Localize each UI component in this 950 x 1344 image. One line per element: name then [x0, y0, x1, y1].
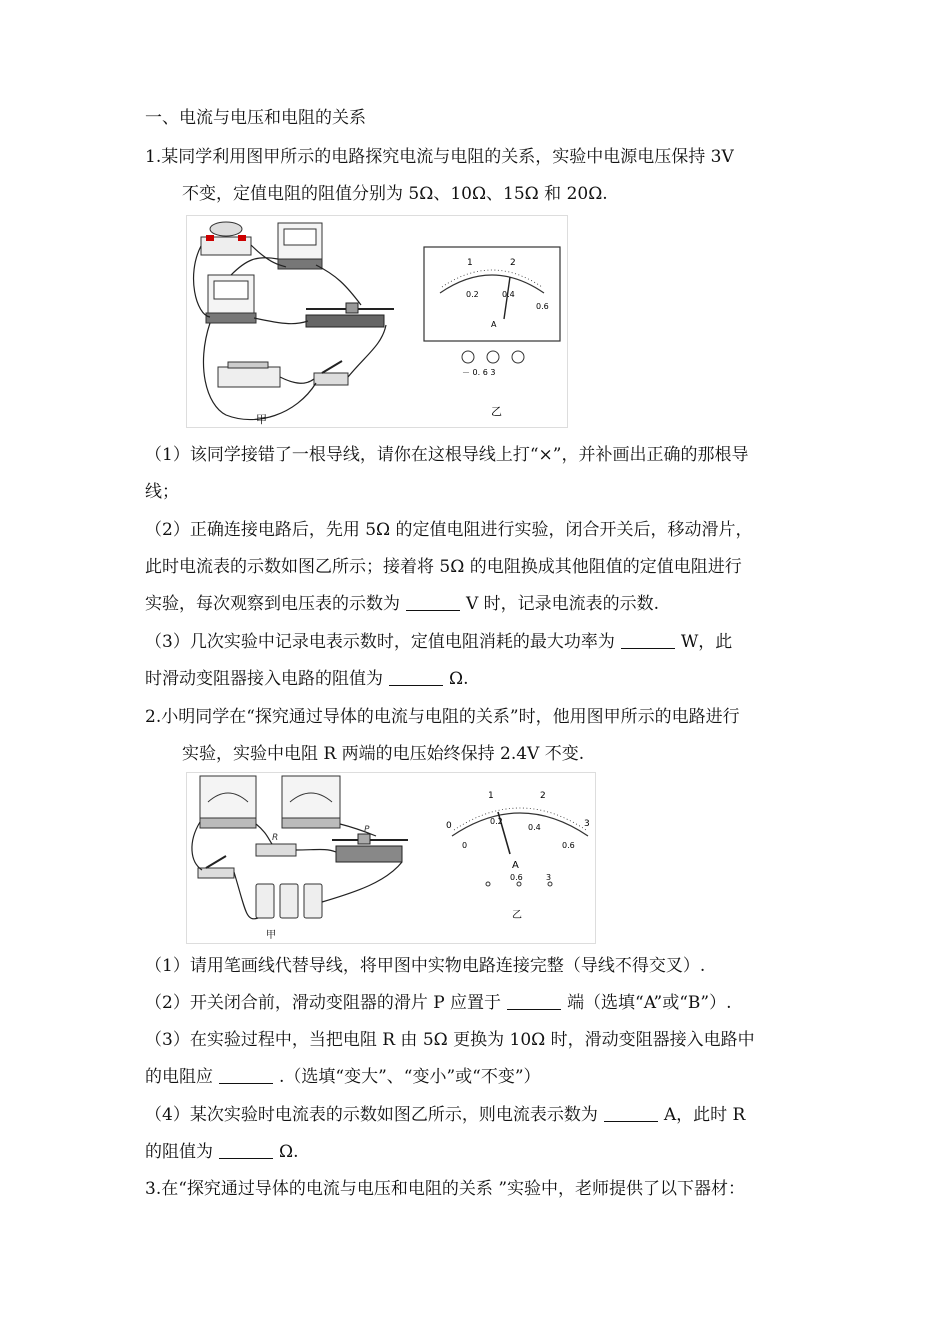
q1-voltage-blank[interactable] [406, 594, 460, 611]
q2-r-value-blank[interactable] [219, 1142, 273, 1159]
q2-resistor-r [256, 844, 296, 856]
q2-batteries [256, 884, 322, 918]
q1-part2-line2: 此时电流表的示数如图乙所示；接着将 5Ω 的电阻换成其他阻值的定值电阻进行 [145, 557, 742, 577]
q2-slider-blank[interactable] [507, 993, 561, 1010]
q2-dial-top-0: 0 [446, 821, 452, 831]
q2-dial-bottom-1: 0.2 [490, 817, 503, 826]
q1-part1-line2: 线； [145, 482, 179, 502]
q2-part3-line1: （3）在实验过程中，当把电阻 R 由 5Ω 更换为 10Ω 时，滑动变阻器接入电路中 [145, 1030, 755, 1050]
q1-figure [186, 215, 568, 428]
q1-wires [194, 245, 386, 420]
q2-dial-unit: A [512, 860, 519, 871]
q2-dial-top-1: 1 [488, 791, 494, 801]
svg-text:P: P [364, 825, 370, 835]
q1-part3-line2 [145, 667, 469, 691]
q1-ammeter-dial [424, 247, 560, 377]
q2-figure-label-left: 甲 [266, 930, 276, 941]
q1-part3-line2-post: Ω. [449, 669, 469, 689]
q1-part2-line3 [145, 592, 659, 616]
q1-part3-line1-pre: （3）几次实验中记录电表示数时，定值电阻消耗的最大功率为 [145, 632, 615, 652]
q1-resistance-blank[interactable] [389, 669, 443, 686]
q2-part4-line1-pre: （4）某次实验时电流表的示数如图乙所示，则电流表示数为 [145, 1105, 598, 1125]
q2-stem-line2: 实验，实验中电阻 R 两端的电压始终保持 2.4V 不变. [182, 744, 585, 764]
q2-voltmeter [282, 776, 340, 828]
svg-text:R: R [272, 833, 279, 843]
q2-terminal-3: 3 [546, 873, 552, 882]
q2-rheostat [332, 834, 408, 862]
q1-dial-bottom-3: 0.6 [536, 302, 549, 311]
q1-dial-bottom-2: 0.4 [502, 290, 515, 299]
q1-part3-line1-post: W，此 [680, 632, 733, 652]
q2-circuit-diagram [186, 772, 596, 944]
q2-dial-top-3: 3 [584, 819, 590, 829]
q2-part4-line1-post: A，此时 R [663, 1105, 746, 1125]
q2-part4-line1 [145, 1103, 745, 1127]
q1-stem-line1: 1.某同学利用图甲所示的电路探究电流与电阻的关系，实验中电源电压保持 3V [145, 147, 734, 167]
q2-stem-line1: 2.小明同学在“探究通过导体的电流与电阻的关系”时，他用图甲所示的电路进行 [145, 707, 740, 727]
q2-part3-line2-post: .（选填“变大”、“变小”或“不变”） [279, 1067, 541, 1087]
q1-part3-line1 [145, 630, 732, 654]
q2-dial-top-2: 2 [540, 791, 546, 801]
q1-dial-bottom-1: 0.2 [466, 290, 479, 299]
q1-fixed-resistor [201, 222, 251, 255]
q1-circuit-diagram [186, 215, 568, 428]
q1-figure-label-left: 甲 [256, 413, 267, 426]
q2-ammeter-dial [446, 791, 590, 886]
q1-part2-line1: （2）正确连接电路后，先用 5Ω 的定值电阻进行实验，闭合开关后，移动滑片， [145, 520, 753, 540]
q2-part4-line2 [145, 1140, 299, 1164]
q2-rheostat-blank[interactable] [219, 1067, 273, 1084]
q2-part2-pre: （2）开关闭合前，滑动变阻器的滑片 P 应置于 [145, 993, 502, 1013]
q1-stem-line2: 不变，定值电阻的阻值分别为 5Ω、10Ω、15Ω 和 20Ω. [182, 184, 608, 204]
q1-part3-line2-pre: 时滑动变阻器接入电路的阻值为 [145, 669, 383, 689]
q2-part4-line2-post: Ω. [279, 1142, 299, 1162]
q3-stem-line1: 3.在“探究通过导体的电流与电压和电阻的关系 ”实验中，老师提供了以下器材： [145, 1179, 746, 1199]
q1-dial-top-2: 2 [510, 258, 516, 268]
q2-part3-line2-pre: 的电阻应 [145, 1067, 213, 1087]
q1-figure-label-right: 乙 [491, 405, 502, 418]
q2-switch [198, 856, 234, 878]
q2-ammeter [200, 776, 256, 828]
q2-figure [186, 772, 596, 944]
q2-part2-post: 端（选填“A”或“B”）. [567, 993, 732, 1013]
q1-part2-line3-pre: 实验，每次观察到电压表的示数为 [145, 594, 400, 614]
q1-part2-line3-post: V 时，记录电流表的示数. [466, 594, 660, 614]
q2-current-blank[interactable] [604, 1105, 658, 1122]
q2-dial-bottom-3: 0.6 [562, 841, 575, 850]
q1-dial-top-1: 1 [467, 258, 473, 268]
q1-dial-unit: A [491, 320, 497, 329]
q1-ammeter [206, 275, 256, 323]
q2-dial-bottom-0: 0 [462, 841, 468, 850]
q1-rheostat [306, 303, 394, 327]
q2-figure-label-right: 乙 [512, 910, 522, 921]
q2-dial-bottom-2: 0.4 [528, 823, 541, 832]
q2-terminal-06: 0.6 [510, 873, 523, 882]
q1-battery-box [218, 362, 280, 387]
q1-dial-terminals: － 0. 6 3 [462, 368, 496, 377]
q2-part2 [145, 991, 732, 1015]
section-title: 一、电流与电压和电阻的关系 [145, 108, 366, 128]
q2-part4-line2-pre: 的阻值为 [145, 1142, 213, 1162]
q1-part1-line1: （1）该同学接错了一根导线，请你在这根导线上打“×”，并补画出正确的那根导 [145, 445, 749, 465]
q2-part1: （1）请用笔画线代替导线，将甲图中实物电路连接完整（导线不得交叉）. [145, 956, 706, 976]
q1-voltmeter [278, 223, 322, 269]
q2-part3-line2 [145, 1065, 541, 1089]
q1-power-blank[interactable] [621, 632, 675, 649]
q1-switch [314, 361, 348, 385]
